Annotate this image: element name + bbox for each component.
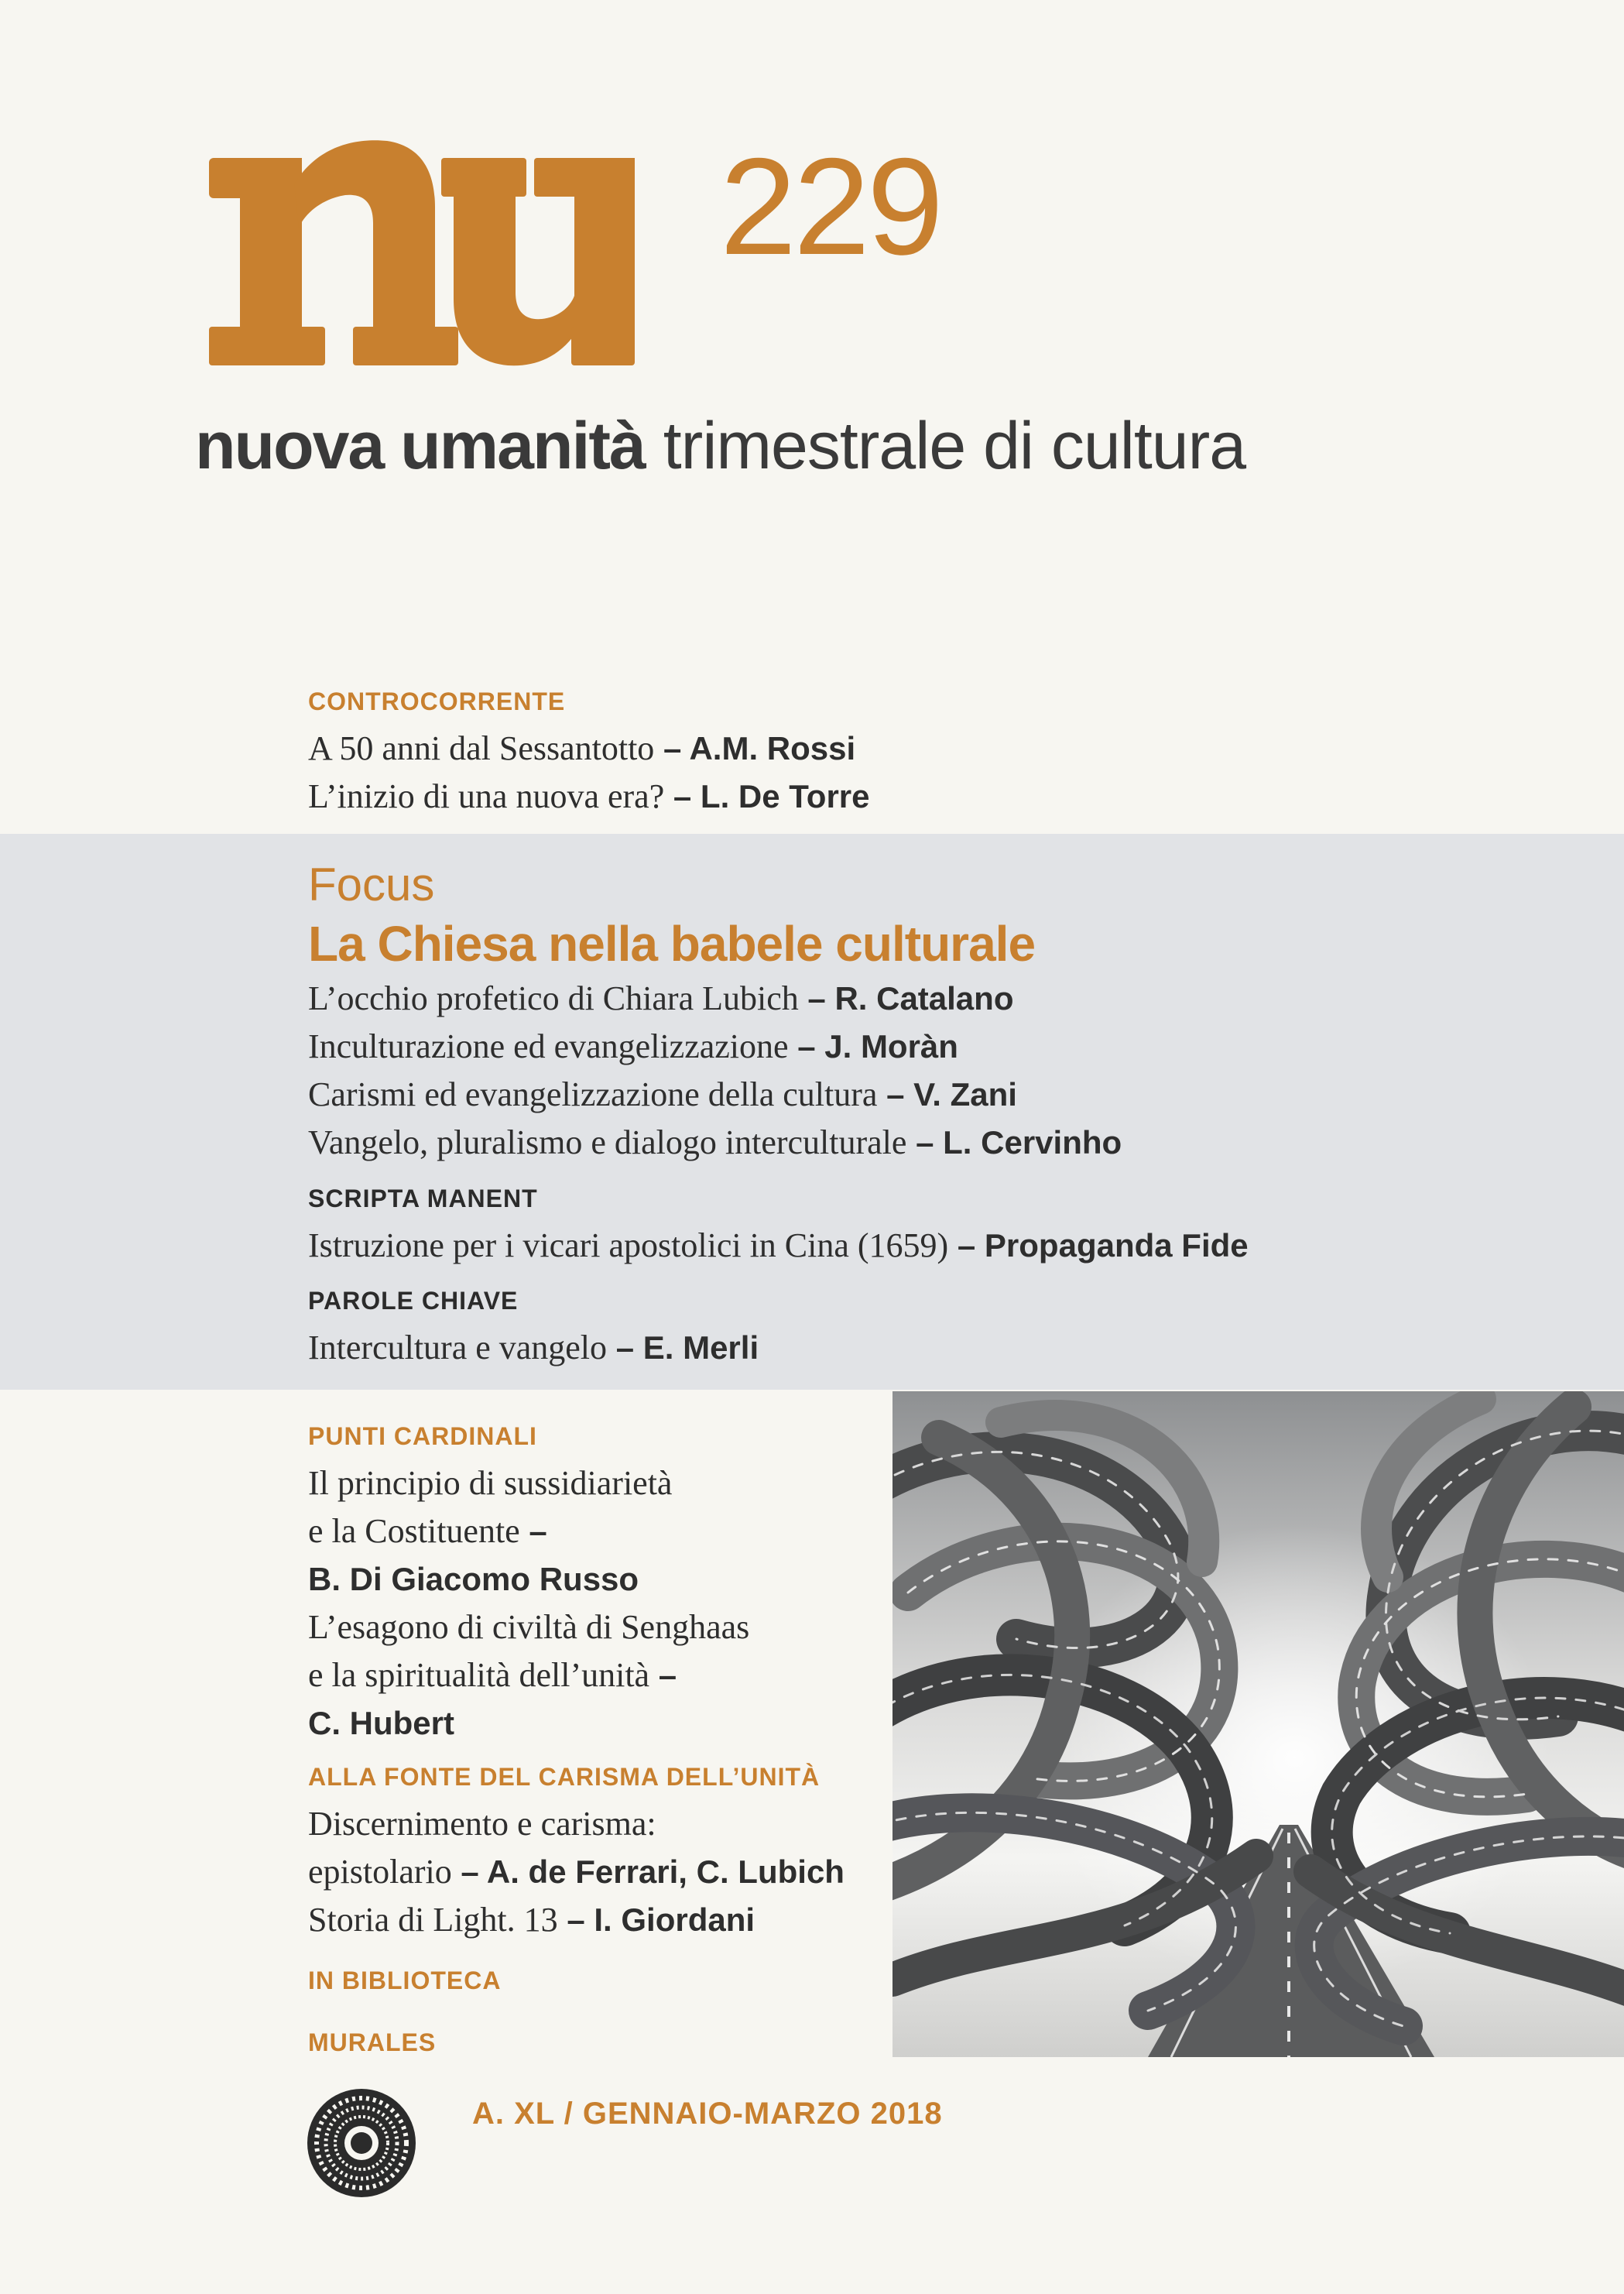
article-line [308, 1699, 749, 1747]
article-line: L’esagono di civiltà di Senghaas [308, 1608, 750, 1646]
section-murales [308, 2019, 436, 2066]
tangled-roads-photo [893, 1391, 1624, 2057]
article-author: J. Moràn [824, 1028, 958, 1065]
article-line: Discernimento e carisma: [308, 1805, 656, 1843]
article-line: L’inizio di una nuova era? – L. De Torre [308, 777, 870, 815]
article-author: C. Hubert [308, 1705, 454, 1741]
article-author: V. Zani [913, 1076, 1017, 1113]
section-controcorrente [308, 678, 870, 821]
section-heading: CONTROCORRENTE [308, 688, 566, 715]
article-line: e la spiritualità dell’unità – [308, 1656, 677, 1694]
article-line: Intercultura e vangelo – E. Merli [308, 1329, 759, 1366]
issue-date: A. XL / GENNAIO-MARZO 2018 [472, 2097, 943, 2131]
article-author: A. de Ferrari, C. Lubich [486, 1853, 845, 1890]
section-fonte-carisma [308, 1754, 845, 1944]
article-author: B. Di Giacomo Russo [308, 1561, 639, 1597]
section-in-biblioteca [308, 1957, 501, 2004]
article-author: A.M. Rossi [689, 730, 856, 766]
section-punti-cardinali [308, 1413, 749, 1747]
article-line: Vangelo, pluralismo e dialogo interculturale – L. Cervinho [308, 1123, 1122, 1161]
section-focus [308, 857, 1122, 1167]
article-author: L. Cervinho [943, 1124, 1122, 1161]
article-author: I. Giordani [594, 1901, 755, 1938]
article-author: R. Catalano [834, 980, 1014, 1017]
article-line: Il principio di sussidiarietà [308, 1464, 673, 1502]
article-author: E. Merli [642, 1329, 759, 1366]
section-parole-chiave [308, 1277, 759, 1372]
section-heading: ALLA FONTE DEL CARISMA DELL’UNITÀ [308, 1763, 821, 1791]
publisher-seal-icon [303, 2085, 420, 2201]
article-line: L’occhio profetico di Chiara Lubich – R. Catalano [308, 979, 1014, 1017]
article-line: Istruzione per i vicari apostolici in Cina (1659) – Propaganda Fide [308, 1226, 1249, 1264]
section-heading: IN BIBLIOTECA [308, 1967, 502, 1994]
focus-label: Focus [308, 859, 435, 910]
article-line: Inculturazione ed evangelizzazione – J. Moràn [308, 1027, 958, 1065]
article-author: Propaganda Fide [984, 1227, 1249, 1264]
title-bold: nuova umanità [195, 409, 645, 483]
article-line: e la Costituente – [308, 1512, 547, 1550]
issue-number: 229 [720, 129, 940, 283]
section-heading: PAROLE CHIAVE [308, 1287, 519, 1315]
section-heading: MURALES [308, 2028, 437, 2056]
article-line: epistolario – A. de Ferrari, C. Lubich [308, 1853, 845, 1891]
section-scripta-manent [308, 1175, 1249, 1270]
article-line: Carismi ed evangelizzazione della cultura – V. Zani [308, 1075, 1017, 1113]
focus-title: La Chiesa nella babele culturale [308, 916, 1036, 972]
article-line: A 50 anni dal Sessantotto – A.M. Rossi [308, 729, 856, 767]
section-heading: PUNTI CARDINALI [308, 1422, 537, 1450]
title-subtitle: trimestrale di cultura [663, 409, 1246, 483]
article-author: L. De Torre [700, 778, 870, 814]
magazine-title [195, 406, 1245, 486]
section-heading: SCRIPTA MANENT [308, 1185, 538, 1212]
article-line [308, 1555, 749, 1603]
article-line: Storia di Light. 13 – I. Giordani [308, 1901, 755, 1939]
nu-logo [209, 130, 635, 378]
